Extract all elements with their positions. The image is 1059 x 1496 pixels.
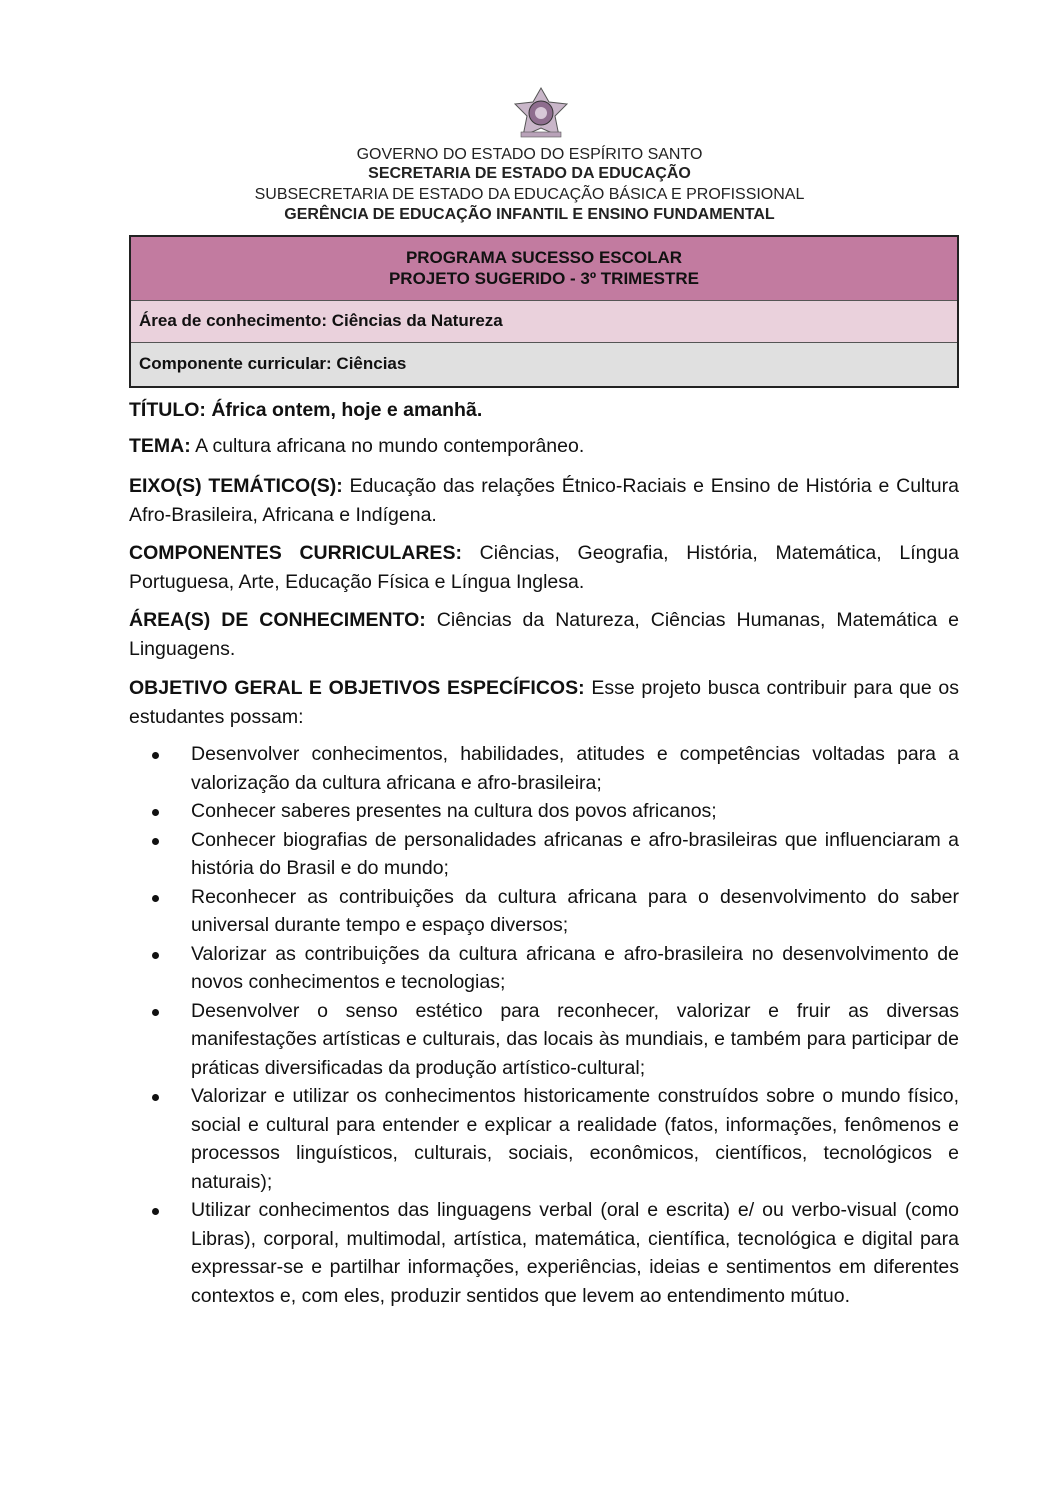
header-government: GOVERNO DO ESTADO DO ESPÍRITO SANTO [356,146,703,163]
eixos-value: Educação das relações Étnico-Raciais e Ensino de História e Cultura Afro-Brasileira, Africana e Indígena. [129,475,959,526]
areas-value: Ciências da Natureza, Ciências Humanas, Matemática e Linguagens. [129,609,959,660]
list-item: Reconhecer as contribuições da cultura africana para o desenvolvimento do saber universal durante tempo e espaço diversos; [129,883,959,940]
tema-value: A cultura africana no mundo contemporâneo. [195,435,585,457]
bullet-icon [152,1094,159,1101]
list-item: Valorizar e utilizar os conhecimentos historicamente construídos sobre o mundo físico, social e cultural para entender e explicar a realidade (fatos, informações, fenômenos e processos linguísticos, culturais, sociais, econômicos, científicos, tecnológicos e naturais); [129,1082,959,1196]
componentes-paragraph [129,539,959,597]
list-item: Desenvolver o senso estético para reconhecer, valorizar e fruir as diversas manifestações artísticas e culturais, das locais às mundiais, e também para participar de práticas diversificadas da produção artístico-cultural; [129,997,959,1083]
objetivo-label: OBJETIVO GERAL E OBJETIVOS ESPECÍFICOS: [129,677,585,699]
header-management: GERÊNCIA DE EDUCAÇÃO INFANTIL E ENSINO FUNDAMENTAL [284,206,775,223]
program-header-cell [131,237,957,301]
areas-label: ÁREA(S) DE CONHECIMENTO: [129,609,426,631]
program-info-table [129,235,959,388]
titulo-value: África ontem, hoje e amanhã. [211,399,483,421]
objectives-list [129,740,959,1310]
tema-label: TEMA: [129,435,191,457]
list-item: Desenvolver conhecimentos, habilidades, atitudes e competências voltadas para a valorização da cultura africana e afro-brasileira; [129,740,959,797]
componentes-label: COMPONENTES CURRICULARES: [129,542,462,564]
bullet-icon [152,1208,159,1215]
bullet-icon [152,1009,159,1016]
titulo-label: TÍTULO: [129,399,206,421]
project-name: PROJETO SUGERIDO - 3º TRIMESTRE [388,269,700,288]
list-item: Conhecer biografias de personalidades africanas e afro-brasileiras que influenciaram a história do Brasil e do mundo; [129,826,959,883]
titulo-line [129,396,959,425]
objetivo-paragraph [129,674,959,732]
componentes-value: Ciências, Geografia, História, Matemática, Língua Portuguesa, Arte, Educação Física e Língua Inglesa. [129,542,959,593]
header-secretariat: SECRETARIA DE ESTADO DA EDUCAÇÃO [368,165,691,182]
eixos-label: EIXO(S) TEMÁTICO(S): [129,475,343,497]
objetivo-value: Esse projeto busca contribuir para que os estudantes possam: [129,677,959,728]
bullet-icon [152,895,159,902]
state-crest-icon [511,86,571,142]
bullet-icon [152,952,159,959]
header-subsecretariat: SUBSECRETARIA DE ESTADO DA EDUCAÇÃO BÁSICA E PROFISSIONAL [254,186,805,203]
program-name: PROGRAMA SUCESSO ESCOLAR [405,248,683,267]
list-item: Conhecer saberes presentes na cultura dos povos africanos; [129,797,959,826]
bullet-icon [152,809,159,816]
curricular-component-cell: Componente curricular: Ciências [131,343,957,386]
areas-paragraph [129,606,959,664]
list-item: Utilizar conhecimentos das linguagens verbal (oral e escrita) e/ ou verbo-visual (como Libras), corporal, multimodal, artística, matemática, científica, tecnológica e digital para expressar-se e partilhar informações, experiências, ideias e sentimentos em diferentes contextos e, com eles, produzir sentidos que levem ao entendimento mútuo. [129,1196,959,1310]
eixos-paragraph [129,472,959,530]
bullet-icon [152,752,159,759]
tema-line [129,432,959,461]
list-item: Valorizar as contribuições da cultura africana e afro-brasileira no desenvolvimento de novos conhecimentos e tecnologias; [129,940,959,997]
knowledge-area-cell: Área de conhecimento: Ciências da Natureza [131,301,957,343]
bullet-icon [152,838,159,845]
